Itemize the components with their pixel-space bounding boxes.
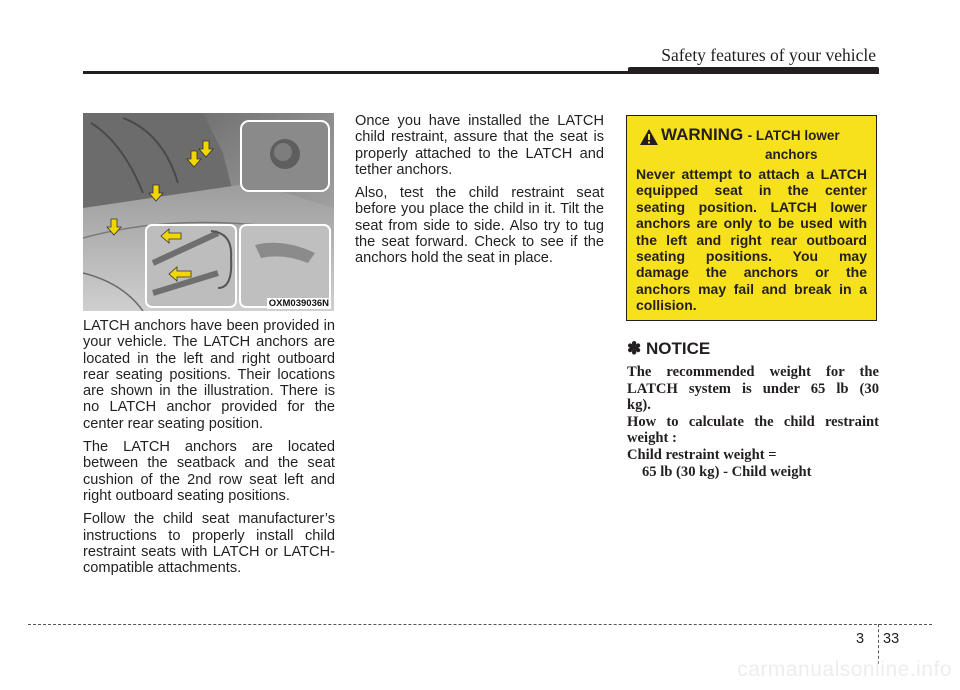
warning-title: WARNING (661, 125, 744, 144)
rear-seat-illustration (83, 113, 334, 311)
page-number: 33 (883, 631, 900, 647)
warning-text: Never attempt to attach a LATCH equipped seat in the center seating position. LATCH lower anchors are only to be used with the left and right rear outboard seating positions. You may damage the anchors or the anchors may fail and break in a collision. (636, 166, 867, 314)
installation-check-column (355, 113, 604, 274)
section-header: Safety features of your vehicle (661, 45, 876, 65)
warning-triangle-icon (639, 128, 659, 146)
warning-subtitle-cont: anchors (765, 147, 818, 162)
warning-heading (661, 125, 840, 145)
paragraph: LATCH anchors have been provided in your vehicle. The LATCH anchors are located in the left and right outboard rear seating positions. Their locations are shown in the illustration. There is no LATCH anchor provided for the center rear seating position. (83, 318, 335, 432)
warning-subtitle: - LATCH lower (747, 128, 840, 143)
warning-box (626, 115, 877, 321)
notice-line: How to calculate the child restraint (627, 413, 879, 430)
notice-line: The recommended weight for the (627, 364, 879, 380)
paragraph: The LATCH anchors are located between the seatback and the seat cushion of the 2nd row seat left and right outboard seating positions. (83, 439, 335, 504)
notice-line: weight : (627, 430, 677, 447)
header-rule (83, 71, 879, 74)
notice-body (627, 364, 879, 480)
notice-title: ✽ NOTICE (627, 339, 711, 358)
latch-anchor-illustration (83, 113, 334, 311)
notice-line: kg). (627, 397, 651, 414)
notice-line: Child restraint weight = (627, 446, 777, 463)
notice-line: 65 lb (30 kg) - Child weight (642, 463, 812, 480)
footer-rule (28, 624, 932, 625)
chapter-number: 3 (856, 631, 865, 647)
figure-code: OXM039036N (268, 298, 329, 309)
paragraph: Also, test the child restraint seat before you place the child in it. Tilt the seat from side to side. Also try to tug the seat forward. Check to see if the anchors hold the seat in place. (355, 185, 604, 267)
latch-description-column (83, 318, 335, 583)
paragraph: Follow the child seat manufacturer’s instructions to properly install child restraint seats with LATCH or LATCH-compatible attachments. (83, 511, 335, 577)
watermark: carmanualsonline.info (737, 658, 952, 681)
paragraph: Once you have installed the LATCH child restraint, assure that the seat is properly attached to the LATCH and tether anchors. (355, 113, 604, 178)
notice-line: LATCH system is under 65 lb (30 (627, 380, 879, 397)
